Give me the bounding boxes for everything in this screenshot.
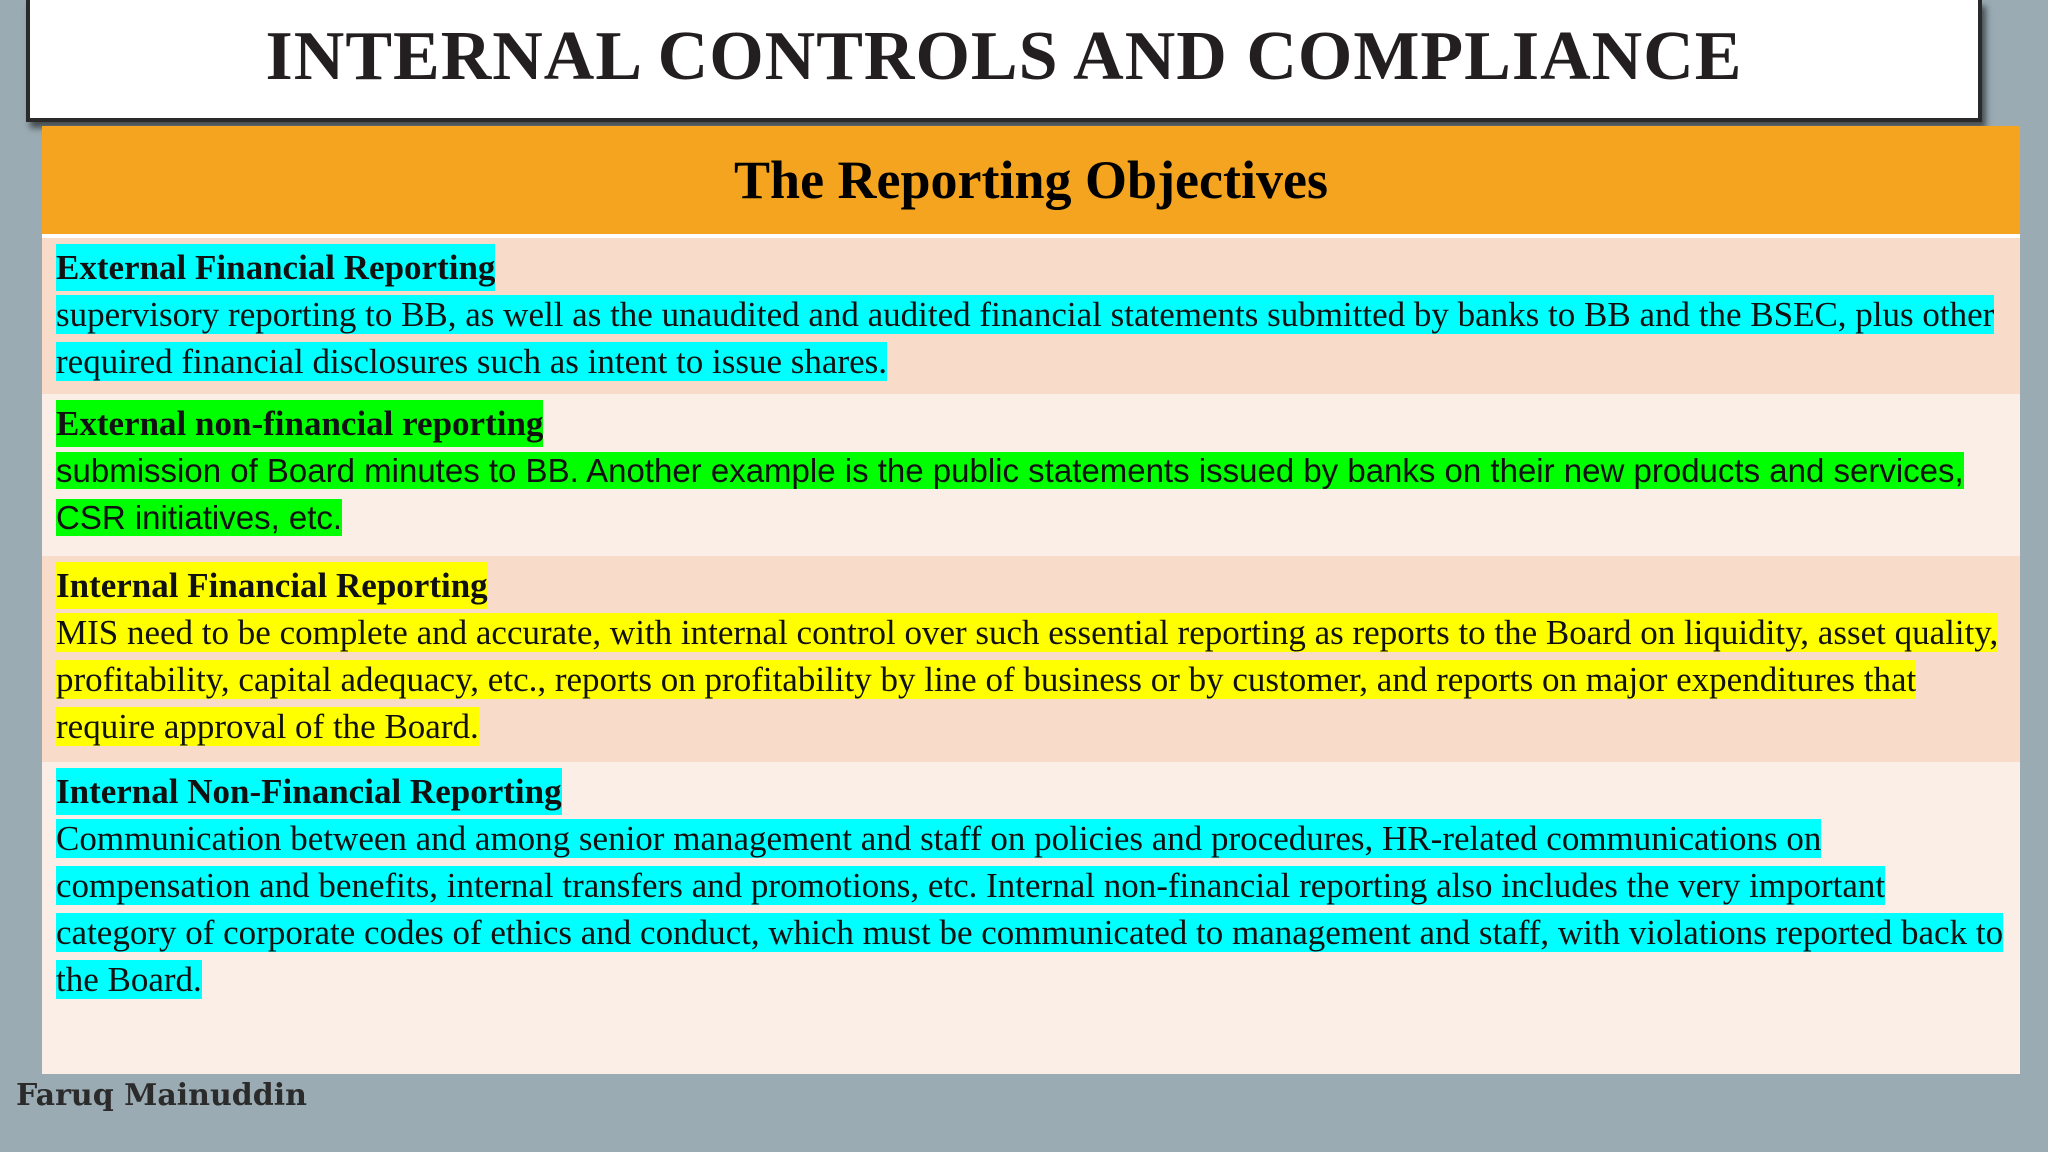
- author-name: Faruq Mainuddin: [16, 1078, 307, 1113]
- section-internal-financial: [42, 556, 2020, 762]
- section-body: supervisory reporting to BB, as well as the unaudited and audited financial statements submitted by banks to BB and the BSEC, plus other required financial disclosures such as intent to issue shares.: [56, 295, 1995, 381]
- section-body: MIS need to be complete and accurate, with internal control over such essential reporting as reports to the Board on liquidity, asset quality, profitability, capital adequacy, etc., reports on profitability by line of business or by customer, and reports on major expenditures that require approval of the Board.: [56, 613, 1999, 746]
- section-heading: Internal Financial Reporting: [56, 562, 488, 609]
- section-external-non-financial: [42, 394, 2020, 556]
- section-body: submission of Board minutes to BB. Another example is the public statements issued by banks on their new products and services, CSR initiatives, etc.: [56, 452, 1964, 536]
- slide-title-box: [26, 0, 1982, 122]
- slide-title: INTERNAL CONTROLS AND COMPLIANCE: [265, 18, 1743, 95]
- section-heading: Internal Non-Financial Reporting: [56, 768, 562, 815]
- panel-subtitle: The Reporting Objectives: [734, 150, 1328, 210]
- section-external-financial: [42, 238, 2020, 394]
- section-heading: External non-financial reporting: [56, 400, 543, 447]
- section-body: Communication between and among senior management and staff on policies and procedures, HR-related communications on compensation and benefits, internal transfers and promotions, etc. Internal non-financial reporting also includes the very important category of corporate codes of ethics and conduct, which must be communicated to management and staff, with violations reported back to the Board.: [56, 819, 2004, 999]
- panel-header: [42, 126, 2020, 238]
- section-internal-non-financial: [42, 762, 2020, 1074]
- section-heading: External Financial Reporting: [56, 244, 495, 291]
- content-panel: [42, 126, 2020, 1074]
